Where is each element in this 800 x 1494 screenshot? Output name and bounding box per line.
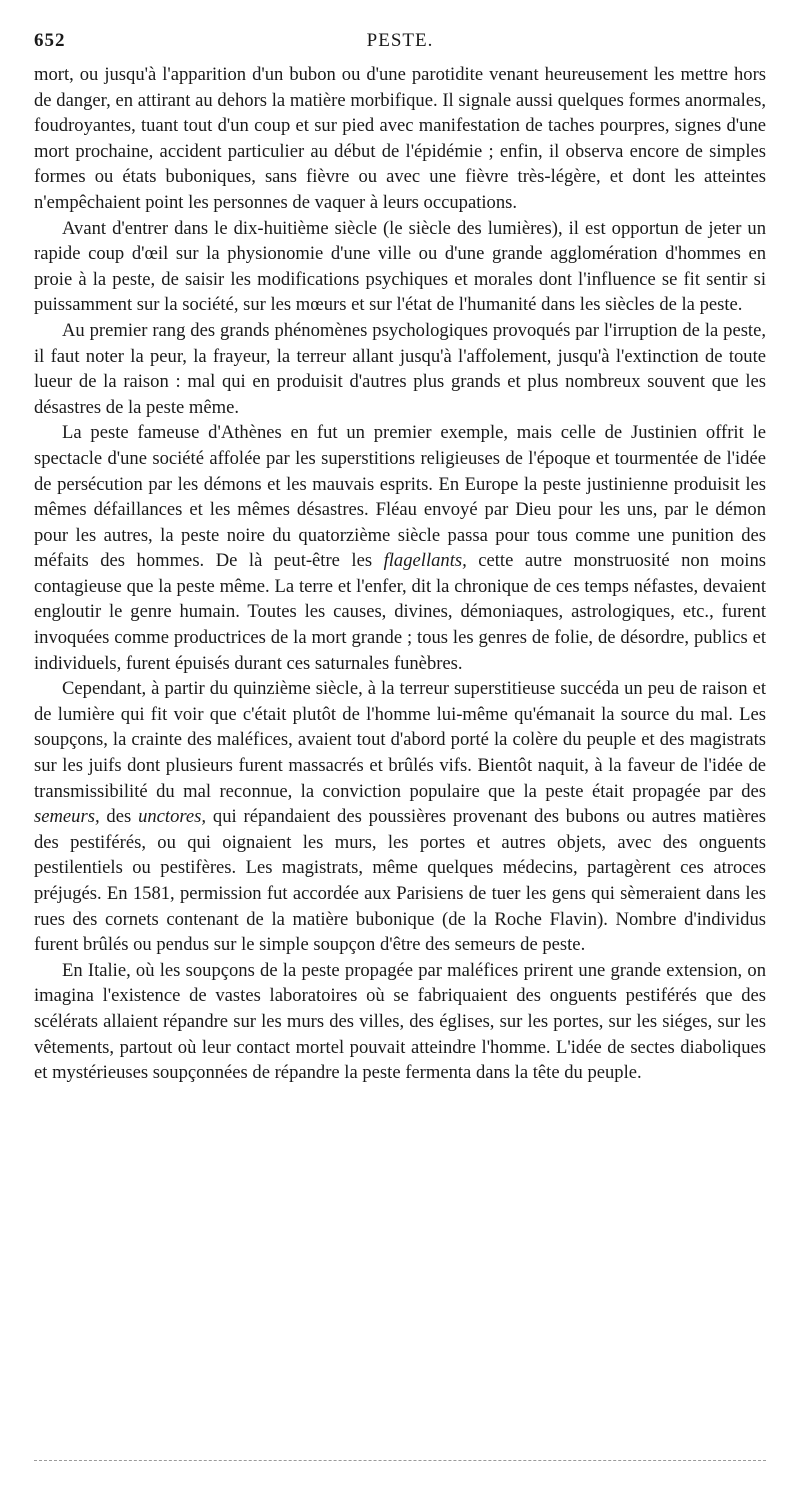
paragraph-text: des: [99, 806, 139, 828]
body-text: [34, 62, 766, 1086]
running-title: PESTE.: [366, 30, 434, 51]
page-header: [34, 28, 766, 58]
paragraph-text: En Italie, où les soupçons de la peste propagée par maléfices prirent une grande extension, on imagina l'existence de vastes laboratoires où se fabriquaient des onguents pestiférés que des scélérats allaient répandre sur les murs des villes, des églises, sur les portes, sur les siéges, sur les vêtements, partout où leur contact mortel pouvait atteindre l'homme. L'idée de sectes diaboliques et mystérieuses soupçonnées de répandre la peste fermenta dans la tête du peuple.: [34, 959, 766, 1084]
italic-term: unctores,: [138, 806, 207, 828]
italic-term: semeurs,: [34, 806, 100, 828]
paragraph: [34, 318, 766, 420]
paragraph-text: mort, ou jusqu'à l'apparition d'un bubon ou d'une parotidite venant heureusement les mettre hors de danger, en attirant au dehors la matière morbifique. Il signale aussi quelques formes anormales, foudroyantes, tuant tout d'un coup et sur pied avec manifestation de taches pourpres, signes d'une mort prochaine, accident particulier au début de l'épidémie ; enfin, il observa encore de simples formes ou états buboniques, sans fièvre ou avec une fièvre très-légère, et dont les atteintes n'empêchaient point les personnes de vaquer à leurs occupations.: [34, 64, 766, 213]
paragraph: [34, 958, 766, 1086]
paragraph-text: La peste fameuse d'Athènes en fut un premier exemple, mais celle de Justinien offrit le spectacle d'une société affolée par les superstitions religieuses de l'époque et tourmentée de l'idée de persécution par les démons et les mauvais esprits. En Europe la peste justinienne produisit les mêmes défaillances et les mêmes désastres. Fléau envoyé par Dieu pour les uns, par le démon pour les autres, la peste noire du quatorzième siècle passa pour tous comme une punition des méfaits des hommes. De là peut-être les: [34, 422, 766, 572]
paragraph-text: cette autre monstruosité non moins contagieuse que la peste même. La terre et l'enfer, dit la chronique de ces temps néfastes, devaient engloutir le genre humain. Toutes les causes, divines, démoniaques, astrologiques, etc., furent invoquées comme productrices de la mort grande ; tous les genres de folie, de désordre, publics et individuels, furent épuisés durant ces saturnales funèbres.: [34, 550, 766, 674]
paragraph: [34, 676, 766, 958]
paragraph-text: Cependant, à partir du quinzième siècle, à la terreur superstitieuse succéda un peu de raison et de lumière qui fit voir que c'était plutôt de l'homme lui-même qu'émanait la source du mal. Les soupçons, la crainte des maléfices, avaient tout d'abord porté la colère du peuple et des magistrats sur les juifs dont plusieurs furent massacrés et brûlés vifs. Bientôt naquit, à la faveur de l'idée de transmissibilité du mal reconnue, la conviction populaire que la peste était propagée par des: [34, 678, 766, 802]
book-page: [34, 28, 766, 1086]
paragraph-text: qui répandaient des poussières provenant des bubons ou autres matières des pestiférés, ou qui oignaient les murs, les portes et autres objets, avec des onguents pestilentiels ou pestifères. Les magistrats, même quelques médecins, partagèrent ces atroces préjugés. En 1581, permission fut accordée aux Parisiens de tuer les gens qui sèmeraient dans les rues des cornets contenant de la matière bubonique (de la Roche Flavin). Nombre d'individus furent brûlés ou pendus sur le simple soupçon d'être des semeurs de peste.: [34, 806, 766, 956]
paragraph: [34, 216, 766, 318]
paragraph-text: Au premier rang des grands phénomènes psychologiques provoqués par l'irruption de la peste, il faut noter la peur, la frayeur, la terreur allant jusqu'à l'affolement, jusqu'à l'extinction de toute lueur de la raison : mal qui en produisit d'autres plus grands et plus nombreux souvent que les désastres de la peste même.: [34, 319, 766, 418]
paragraph: [34, 62, 766, 216]
paragraph: [34, 420, 766, 676]
footer-rule: [34, 1460, 766, 1461]
paragraph-text: Avant d'entrer dans le dix-huitième siècle (le siècle des lumières), il est opportun de jeter un rapide coup d'œil sur la physionomie d'une ville ou d'une grande agglomération d'hommes en proie à la peste, de saisir les modifications psychiques et morales dont l'influence se fit sentir si puissamment sur la société, sur les mœurs et sur l'état de l'humanité dans les siècles de la peste.: [34, 217, 766, 316]
italic-term: flagellants,: [383, 550, 467, 572]
page-number: 652: [34, 30, 66, 51]
